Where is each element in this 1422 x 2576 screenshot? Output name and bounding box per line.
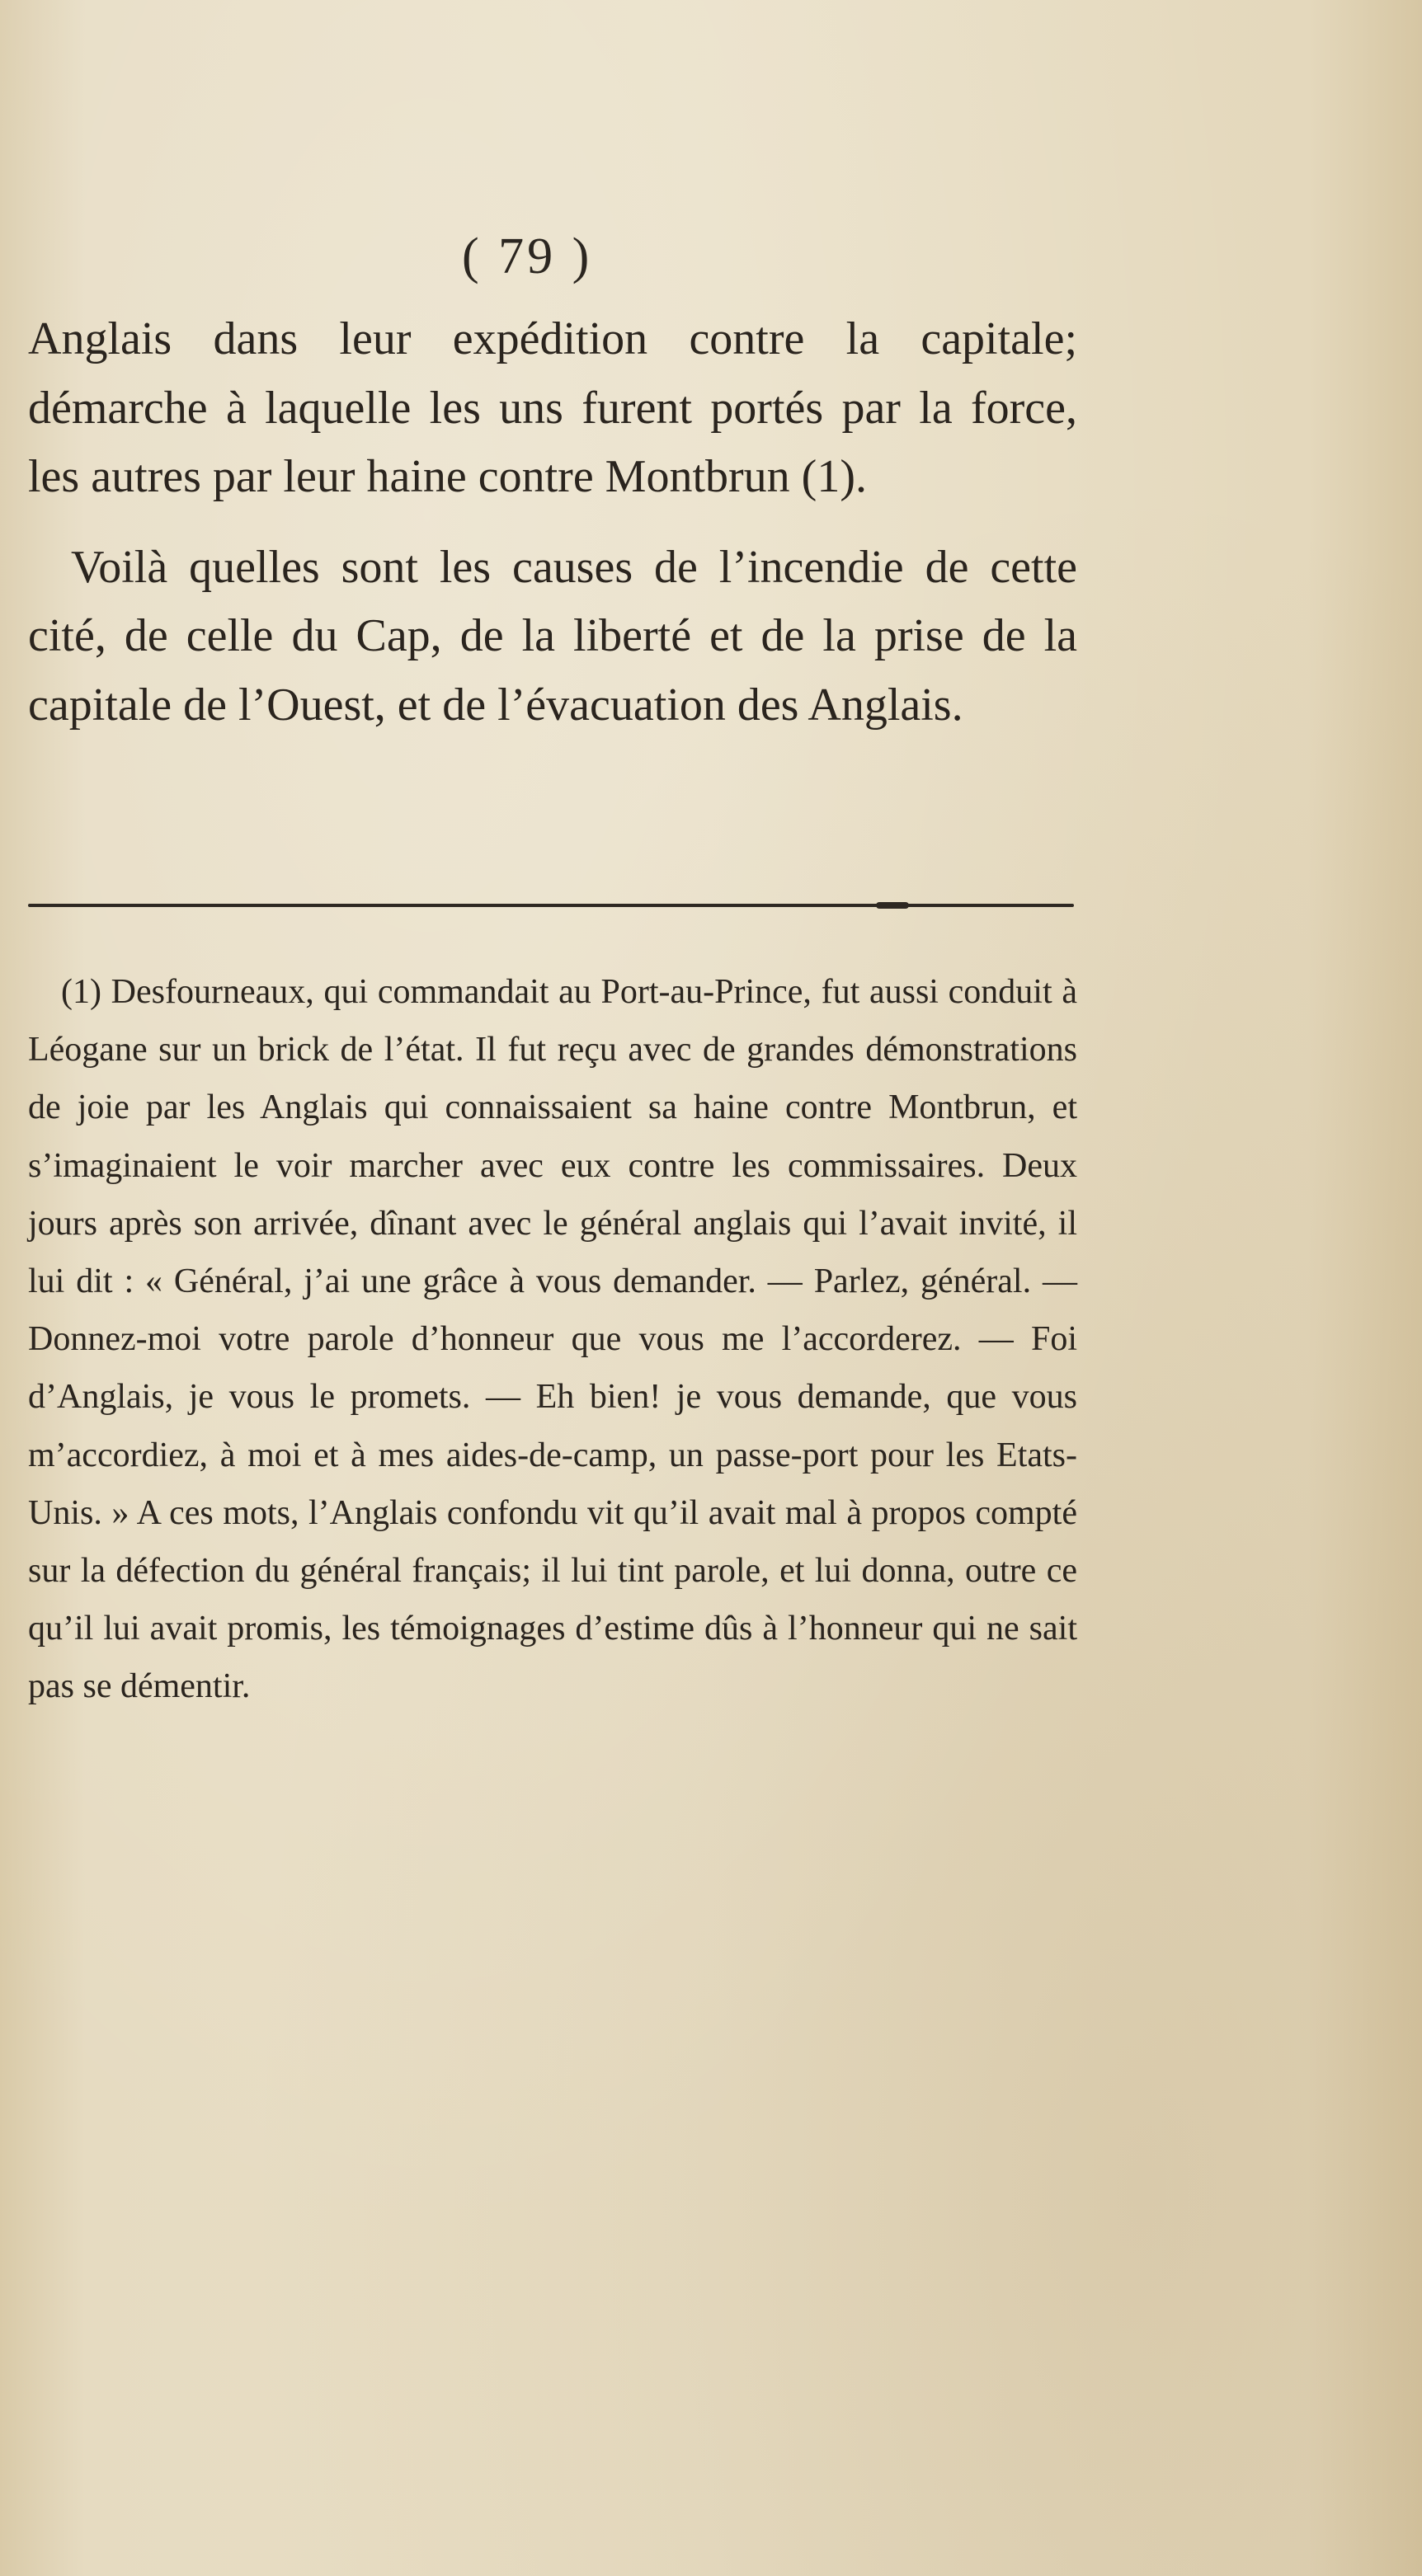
page-number: ( 79 ) <box>462 228 593 284</box>
paragraph-1: Anglais dans leur expédition contre la capitale; démarche à laquelle les uns furent portés par la force, les autres par leur haine contre Montbrun (1). <box>28 313 1077 502</box>
footnote-divider <box>28 904 1074 907</box>
footnote: (1) Desfourneaux, qui commandait au Port-au-Prince, fut aussi conduit à Léogane sur un brick de l’état. Il fut reçu avec de grandes démonstrations de joie par les Anglais qui connaissaient sa haine contre Montbrun, et s’imaginaient le voir marcher avec eux contre les commissaires. Deux jours après son arrivée, dînant avec le général anglais qui l’avait invité, il lui dit : « Général, j’ai une grâce à vous demander. — Parlez, général. — Donnez-moi votre parole d’honneur que vous me l’accorderez. — Foi d’Anglais, je vous le promets. — Eh bien! je vous demande, que vous m’accordiez, à moi et à mes aides-de-camp, un passe-port pour les Etats-Unis. » A ces mots, l’Anglais confondu vit qu’il avait mal à propos compté sur la défection du général français; il lui tint parole, et lui donna, outre ce qu’il lui avait promis, les témoignages d’estime dûs à l’honneur qui ne sait pas se démentir. <box>28 973 1077 1706</box>
main-text <box>28 305 1077 740</box>
paragraph-2: Voilà quelles sont les causes de l’incendie de cette cité, de celle du Cap, de la liberté et de la prise de la capitale de l’Ouest, et de l’évacuation des Anglais. <box>28 541 1077 731</box>
